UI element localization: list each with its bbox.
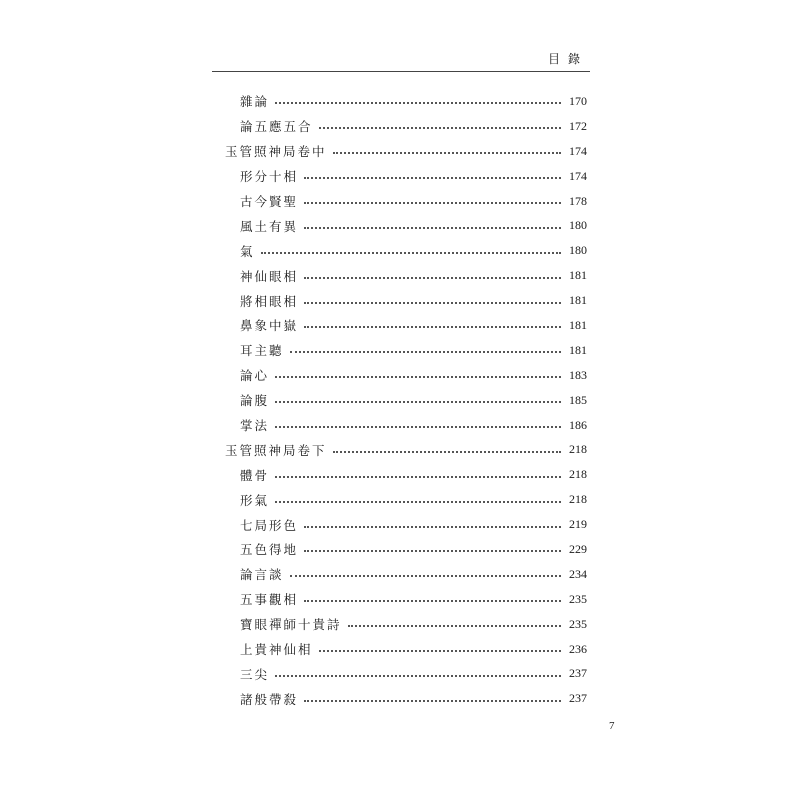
toc-section-entry [225,612,587,637]
toc-entry-page: 218 [569,467,587,482]
toc-entry-title: 七局形色 [240,517,299,533]
toc-entry-page: 219 [569,517,587,532]
toc-entry-title: 氣 [240,243,255,259]
toc-section-entry [225,686,587,711]
toc-entry-page: 235 [569,616,587,631]
toc-entry-title: 體骨 [240,467,270,483]
toc-entry-page: 181 [569,293,587,308]
toc-entry-title: 耳主聽 [240,343,284,359]
dot-leader [275,675,561,677]
header-rule [212,71,590,72]
dot-leader [348,625,561,627]
toc-entry-title: 掌法 [240,418,270,434]
toc-section-entry [225,164,587,189]
toc-entry-title: 古今賢聖 [240,194,299,209]
toc-section-entry [225,413,587,438]
toc-entry-title: 論腹 [240,393,270,409]
dot-leader [304,227,561,229]
toc-entry-title: 神仙眼相 [240,268,299,284]
dot-leader [304,277,561,279]
toc-entry-title: 玉管照神局卷下 [225,442,327,458]
toc-entry-title: 鼻象中嶽 [240,318,299,334]
toc-entry-title: 上貴神仙相 [240,642,313,658]
toc-section-entry [225,587,587,612]
toc-section-entry [225,189,587,214]
toc-section-entry [225,338,587,363]
toc-section-entry [225,89,587,114]
dot-leader [275,476,561,478]
toc-entry-page: 180 [569,243,587,258]
toc-entry-title: 論五應五合 [240,119,313,135]
toc-entry-page: 234 [569,566,587,581]
toc-entry-page: 172 [569,118,587,133]
toc-section-entry [225,537,587,562]
toc-section-entry [225,313,587,338]
toc-section-entry [225,388,587,413]
toc-section-entry [225,562,587,587]
running-head: 目錄 [547,52,588,66]
toc-section-entry [225,114,587,139]
toc-entry-page: 185 [569,392,587,407]
toc-entry-page: 170 [569,93,587,108]
dot-leader [304,600,561,602]
dot-leader [304,526,561,528]
toc-entry-page: 236 [569,641,587,656]
toc-section-entry [225,213,587,238]
toc-entry-page: 181 [569,342,587,357]
dot-leader [304,550,561,552]
toc-entry-page: 186 [569,417,587,432]
toc-entry-page: 174 [569,143,587,158]
dot-leader [333,152,561,154]
toc-entry-title: 諸般帶殺 [240,691,299,707]
toc-entry-title: 形氣 [240,492,270,508]
toc-entry-page: 183 [569,367,587,382]
toc-section-entry [225,288,587,313]
toc-entry-title: 三尖 [240,666,270,682]
toc-section-entry [225,512,587,537]
toc-entry-title: 寶眼禪師十貴詩 [240,617,342,633]
toc-entry-page: 178 [569,193,587,208]
toc-section-entry [225,363,587,388]
dot-leader [275,376,561,378]
toc-entry-title: 論心 [240,368,270,384]
dot-leader [319,650,561,652]
table-of-contents [225,89,587,711]
page-number: 7 [609,720,615,732]
toc-entry-title: 論言談 [240,567,284,583]
toc-entry-page: 235 [569,591,587,606]
dot-leader [275,401,561,403]
dot-leader [333,451,561,453]
toc-section-entry [225,462,587,487]
dot-leader [275,501,561,503]
toc-entry-page: 218 [569,492,587,507]
toc-entry-page: 218 [569,442,587,457]
toc-entry-title: 風土有異 [240,218,299,234]
toc-section-entry [225,263,587,288]
toc-entry-page: 180 [569,218,587,233]
toc-section-entry [225,637,587,662]
dot-leader [290,575,561,577]
toc-entry-title: 五色得地 [240,542,299,558]
toc-entry-page: 174 [569,168,587,183]
toc-entry-page: 181 [569,317,587,332]
toc-section-entry [225,487,587,512]
toc-entry-title: 雜論 [240,94,270,110]
toc-chapter-entry [225,437,587,462]
toc-entry-title: 五事觀相 [240,592,299,608]
dot-leader [275,102,561,104]
toc-entry-title: 玉管照神局卷中 [225,144,327,160]
dot-leader [261,252,561,254]
toc-section-entry [225,661,587,686]
dot-leader [290,351,561,353]
toc-entry-page: 237 [569,666,587,681]
dot-leader [304,700,561,702]
dot-leader [319,127,561,129]
toc-entry-page: 229 [569,541,587,556]
dot-leader [304,202,561,204]
toc-entry-page: 237 [569,691,587,706]
dot-leader [304,177,561,179]
toc-entry-page: 181 [569,268,587,283]
toc-chapter-entry [225,139,587,164]
dot-leader [304,326,561,328]
toc-entry-title: 形分十相 [240,169,299,185]
toc-section-entry [225,238,587,263]
toc-entry-title: 將相眼相 [240,293,299,309]
dot-leader [304,302,561,304]
dot-leader [275,426,561,428]
